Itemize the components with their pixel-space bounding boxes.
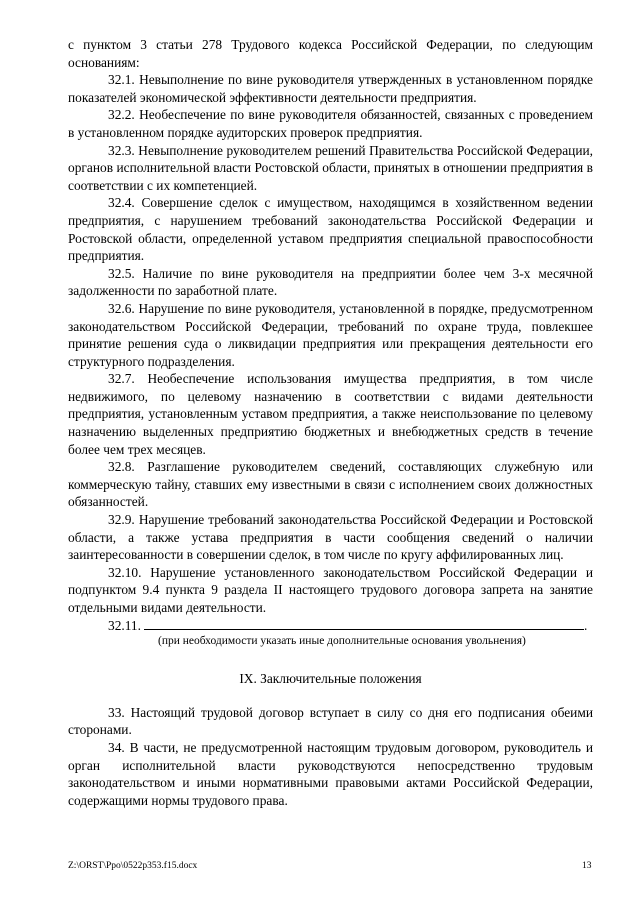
- section-title: IX. Заключительные положения: [239, 671, 422, 687]
- item-32-4: 32.4. Совершение сделок с имуществом, находящимся в хозяйственном ведении предприятия, с нарушением требований законодательства Российской Федерации и Ростовской области, определенной уставом предприятия специальной правоспособности предприятия.: [68, 195, 593, 264]
- item-32-8: 32.8. Разглашение руководителем сведений, составляющих служебную или коммерческую тайну, ставших ему известными в связи с исполнением своих должностных обязанностей.: [68, 459, 593, 510]
- item-32-11-end: .: [583, 617, 588, 633]
- footer-file-path: Z:\ORST\Ppo\0522p353.f15.docx: [68, 861, 198, 871]
- item-32-2: 32.2. Необеспечение по вине руководителя обязанностей, связанных с проведением в установленном порядке аудиторских проверок предприятия.: [68, 107, 593, 140]
- item-32-5: 32.5. Наличие по вине руководителя на предприятии более чем 3-х месячной задолженности по заработной плате.: [68, 265, 593, 299]
- item-32-11-note: (при необходимости указать иные дополнительные основания увольнения): [158, 635, 526, 648]
- item-32-9: 32.9. Нарушение требований законодательства Российской Федерации и Ростовской области, а также устава предприятия в части сообщения сведений о наличии заинтересованности в совершении сделок, в том числе по кругу аффилированных лиц.: [68, 512, 593, 563]
- intro-paragraph: с пунктом 3 статьи 278 Трудового кодекса Российской Федерации, по следующим основаниям:: [68, 37, 593, 70]
- footer-page-number: 13: [582, 861, 592, 871]
- item-32-6: 32.6. Нарушение по вине руководителя, установленной в порядке, предусмотренном законодательством Российской Федерации, требований по охране труда, повлекшее принятие решения суда о ликвидации предприятия или прекращения деятельности его структурного подразделения.: [68, 300, 593, 369]
- item-32-1: 32.1. Невыполнение по вине руководителя утвержденных в установленном порядке показателей экономической эффективности деятельности предприятия.: [68, 72, 593, 105]
- item-34: 34. В части, не предусмотренной настоящим трудовым договором, руководитель и орган исполнительной власти руководствуются непосредственно трудовым законодательством и иными нормативными правовыми актами Российской Федерации, содержащими нормы трудового права.: [68, 739, 593, 808]
- item-32-10: 32.10. Нарушение установленного законодательством Российской Федерации и подпунктом 9.4 пункта 9 раздела II настоящего трудового договора запрета на занятие отдельными видами деятельности.: [68, 564, 593, 615]
- item-33: 33. Настоящий трудовой договор вступает в силу со дня его подписания обеими сторонами.: [68, 704, 593, 738]
- item-32-3: 32.3. Невыполнение руководителем решений Правительства Российской Федерации, органов исполнительной власти Ростовской области, принятых в отношении предприятия в соответствии с их компетенцией.: [68, 142, 593, 193]
- document-body: [68, 36, 593, 809]
- item-32-7: 32.7. Необеспечение использования имущества предприятия, в том числе недвижимого, по целевому назначению в соответствии с видами деятельности предприятия, установленным уставом предприятия, а также неиспользование по целевому назначению выделенных предприятию бюджетных и внебюджетных средств в течение более чем трех месяцев.: [68, 371, 593, 457]
- fill-in-line[interactable]: [144, 617, 584, 630]
- item-32-11: [68, 617, 593, 635]
- item-32-11-label: 32.11.: [108, 617, 141, 633]
